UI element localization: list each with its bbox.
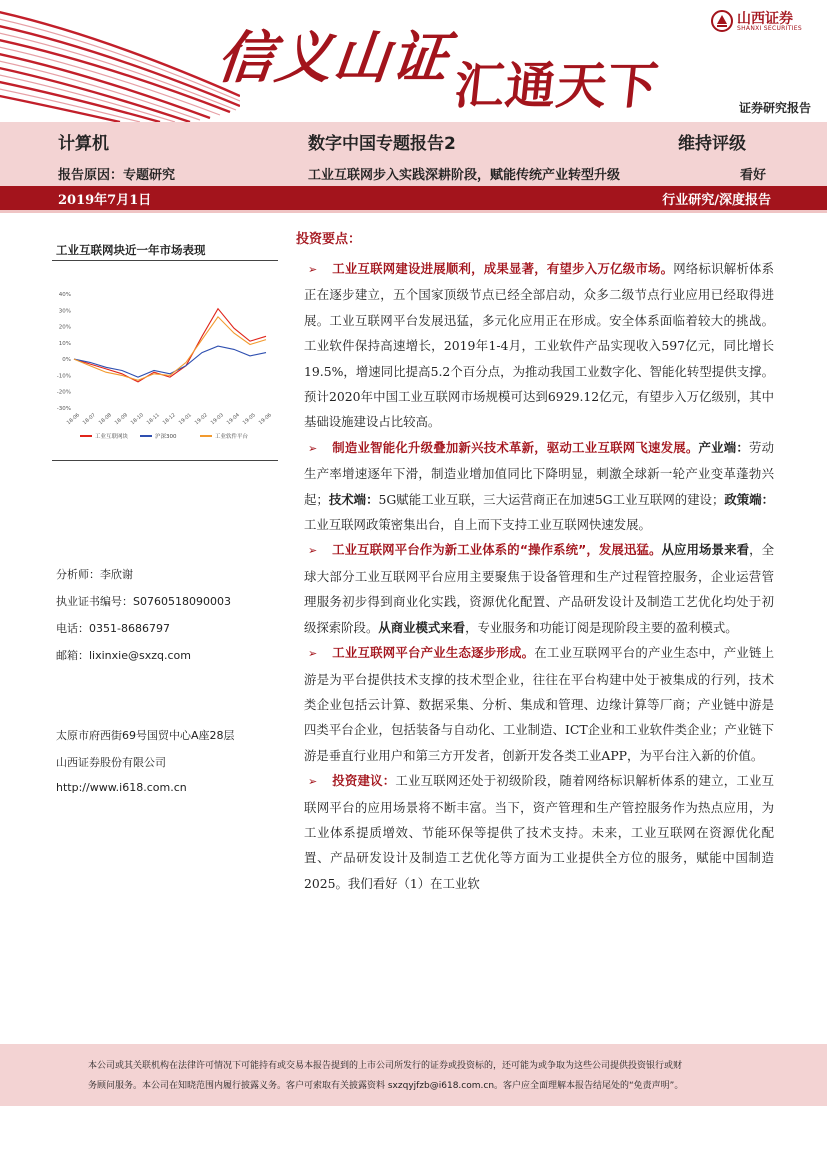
analyst-phone: 电话：0351-8686797 (56, 622, 170, 635)
date-bar (0, 186, 827, 210)
point-2-bold-1: 产业端： (698, 439, 749, 455)
series-line-3 (74, 317, 266, 381)
logo-name-en: SHANXI SECURITIES (737, 25, 802, 32)
slogan-left: 信义山证 (214, 25, 454, 91)
point-1-text: 网络标识解析体系正在逐步建立，五个国家顶级节点已经全部启动，众多二级节点行业应用已经取得进展。工业互联网平台发展迅猛，多元化应用正在形成。安全体系面临着较大的挑战。工业软件保持高速增长，2019年1-4月，工业软件产品实现收入597亿元，同比增长19.5%，增速同比提高5.2个百分点，为推动我国工业数字化、智能化转型提供支撑。预计2020年中国工业互联网市场规模可达到6929.12亿元，有望步入万亿级别，其中基础设施建设占比较高。 (304, 261, 775, 430)
chart-rule-bottom (52, 460, 278, 461)
chart-svg (52, 264, 278, 460)
legend-label: 沪深300 (155, 434, 177, 440)
point-4 (304, 640, 774, 768)
report-subtitle: 工业互联网步入实践深耕阶段，赋能传统产业转型升级 (308, 168, 621, 183)
point-2-lead: 制造业智能化升级叠加新兴技术革新，驱动工业互联网飞速发展。 (332, 439, 699, 455)
x-tick-label: 19-01 (177, 412, 193, 427)
report-reason: 报告原因：专题研究 (58, 168, 176, 183)
y-tick-label: 0% (62, 357, 71, 364)
x-tick-label: 18-08 (97, 412, 113, 427)
point-5-text: 工业互联网还处于初级阶段，随着网络标识解析体系的建立，工业互联网平台的应用场景将不断丰富。当下，资产管理和生产管控服务作为热点应用，为工业体系提质增效、节能环保等提供了技术支持。未来，工业互联网在资源优化配置、产品研发设计及制造工艺优化等方面为工业提供全方位的服务，赋能中国制造2025。我们看好（1）在工业软 (304, 773, 775, 891)
x-tick-label: 19-06 (257, 412, 273, 427)
point-2 (304, 435, 774, 538)
point-5 (304, 768, 774, 896)
y-tick-label: 30% (58, 308, 71, 315)
point-2-text-2: 5G赋能工业互联，三大运营商正在加速5G工业互联网的建设； (378, 491, 725, 507)
disclaimer-footer (0, 1044, 827, 1106)
point-1 (304, 256, 774, 435)
logo-mark-icon (711, 10, 733, 32)
legend-label: 工业软件平台 (215, 434, 249, 440)
report-date: 2019年7月1日 (58, 193, 152, 208)
x-tick-label: 18-07 (81, 412, 97, 427)
decorative-stripes (0, 0, 240, 122)
company-logo (711, 8, 811, 34)
bullet-arrow-icon: ➢ (308, 441, 318, 455)
y-tick-label: -30% (56, 406, 71, 412)
point-4-lead: 工业互联网平台产业生态逐步形成。 (332, 645, 535, 661)
series-line-2 (74, 346, 266, 377)
x-tick-label: 18-06 (65, 412, 81, 427)
x-tick-label: 18-10 (129, 412, 145, 427)
y-tick-label: -10% (56, 373, 71, 380)
analyst-email[interactable]: 邮箱：lixinxie@sxzq.com (56, 649, 191, 662)
company-website[interactable]: http://www.i618.com.cn (56, 781, 187, 794)
analyst-cert: 执业证书编号：S0760518090003 (56, 595, 231, 608)
bullet-arrow-icon: ➢ (308, 647, 318, 661)
divider (0, 210, 827, 213)
chart-rule-top (52, 260, 278, 261)
rating-value: 看好 (740, 168, 767, 183)
point-3-bold-2: 从商业模式来看 (378, 619, 466, 635)
report-category: 行业研究/深度报告 (662, 193, 771, 208)
point-2-bold-3: 政策端： (724, 491, 775, 507)
point-3-bold-1: 从应用场景来看 (661, 542, 750, 558)
point-3-text-2: ，专业服务和功能订阅是现阶段主要的盈利模式。 (465, 619, 738, 635)
point-5-lead: 投资建议： (332, 773, 396, 789)
disclaimer-line-2: 务顾问服务。本公司在知晓范围内履行披露义务。客户可索取有关披露资料 sxzqyjfzb@i618.com.cn。客户应全面理解本报告结尾处的“免责声明”。 (88, 1081, 684, 1091)
point-3 (304, 537, 774, 640)
market-performance-chart (52, 264, 278, 460)
point-3-text-1: ，全球大部分工业互联网平台应用主要聚焦于设备管理和生产过程管控服务，企业运营管理服务初步得到商业化实践，资源优化配置、产品研发设计及制造工艺优化均处于初级探索阶段。 (304, 542, 775, 635)
slogan-right: 汇通天下 (451, 56, 662, 115)
rating-label: 维持评级 (678, 134, 746, 154)
industry-label: 计算机 (58, 134, 109, 154)
x-tick-label: 19-03 (209, 412, 225, 427)
bullet-arrow-icon: ➢ (308, 263, 318, 276)
y-tick-label: -20% (56, 389, 71, 396)
bullet-arrow-icon: ➢ (308, 775, 318, 789)
analyst-name: 分析师：李欣谢 (56, 568, 133, 581)
point-2-text-1: 劳动生产率增速逐年下滑，制造业增加值同比下降明显，刺激全球新一轮产业变革蓬勃兴起； (304, 439, 775, 507)
investment-points (304, 256, 774, 896)
point-3-lead: 工业互联网平台作为新工业体系的“操作系统”，发展迅猛。 (332, 542, 662, 558)
legend-label: 工业互联网块 (95, 434, 129, 440)
point-2-text-3: 工业互联网政策密集出台，自上而下支持工业互联网快速发展。 (304, 517, 651, 533)
y-tick-label: 40% (58, 292, 71, 298)
point-2-bold-2: 技术端： (328, 491, 379, 507)
title-band (0, 122, 827, 186)
company-address: 太原市府西街69号国贸中心A座28层 (56, 729, 235, 742)
x-tick-label: 19-04 (225, 412, 241, 427)
x-tick-label: 18-09 (113, 412, 129, 427)
investment-highlights-title: 投资要点： (296, 232, 362, 247)
logo-name-cn: 山西证券 (737, 11, 793, 27)
report-type: 证券研究报告 (738, 101, 811, 115)
point-4-text: 在工业互联网平台的产业生态中，产业链上游是为平台提供技术支撑的技术型企业，往往在平台构建中处于被集成的行列，技术类企业包括云计算、数据采集、分析、集成和管理、边缘计算等厂商；产业链中游是四类平台企业，包括装备与自动化、工业制造、ICT企业和工业软件类企业；产业链下游是垂直行业用户和第三方开发者，创新开发各类工业APP，为平台注入新的价值。 (304, 645, 775, 763)
report-title: 数字中国专题报告2 (308, 134, 456, 154)
bullet-arrow-icon: ➢ (308, 544, 318, 558)
x-tick-label: 18-12 (161, 412, 177, 427)
disclaimer-line-1: 本公司或其关联机构在法律许可情况下可能持有或交易本报告提到的上市公司所发行的证券或投资标的，还可能为或争取为这些公司提供投资银行或财 (88, 1061, 683, 1071)
chart-title: 工业互联网块近一年市场表现 (56, 243, 206, 257)
header-banner (0, 0, 827, 122)
point-1-lead: 工业互联网建设进展顺利，成果显著，有望步入万亿级市场。 (332, 261, 674, 276)
x-tick-label: 18-11 (145, 412, 161, 427)
x-tick-label: 19-02 (193, 412, 209, 427)
x-tick-label: 19-05 (241, 412, 257, 427)
company-name: 山西证券股份有限公司 (56, 756, 166, 769)
y-tick-label: 20% (58, 324, 71, 331)
y-tick-label: 10% (58, 340, 71, 347)
